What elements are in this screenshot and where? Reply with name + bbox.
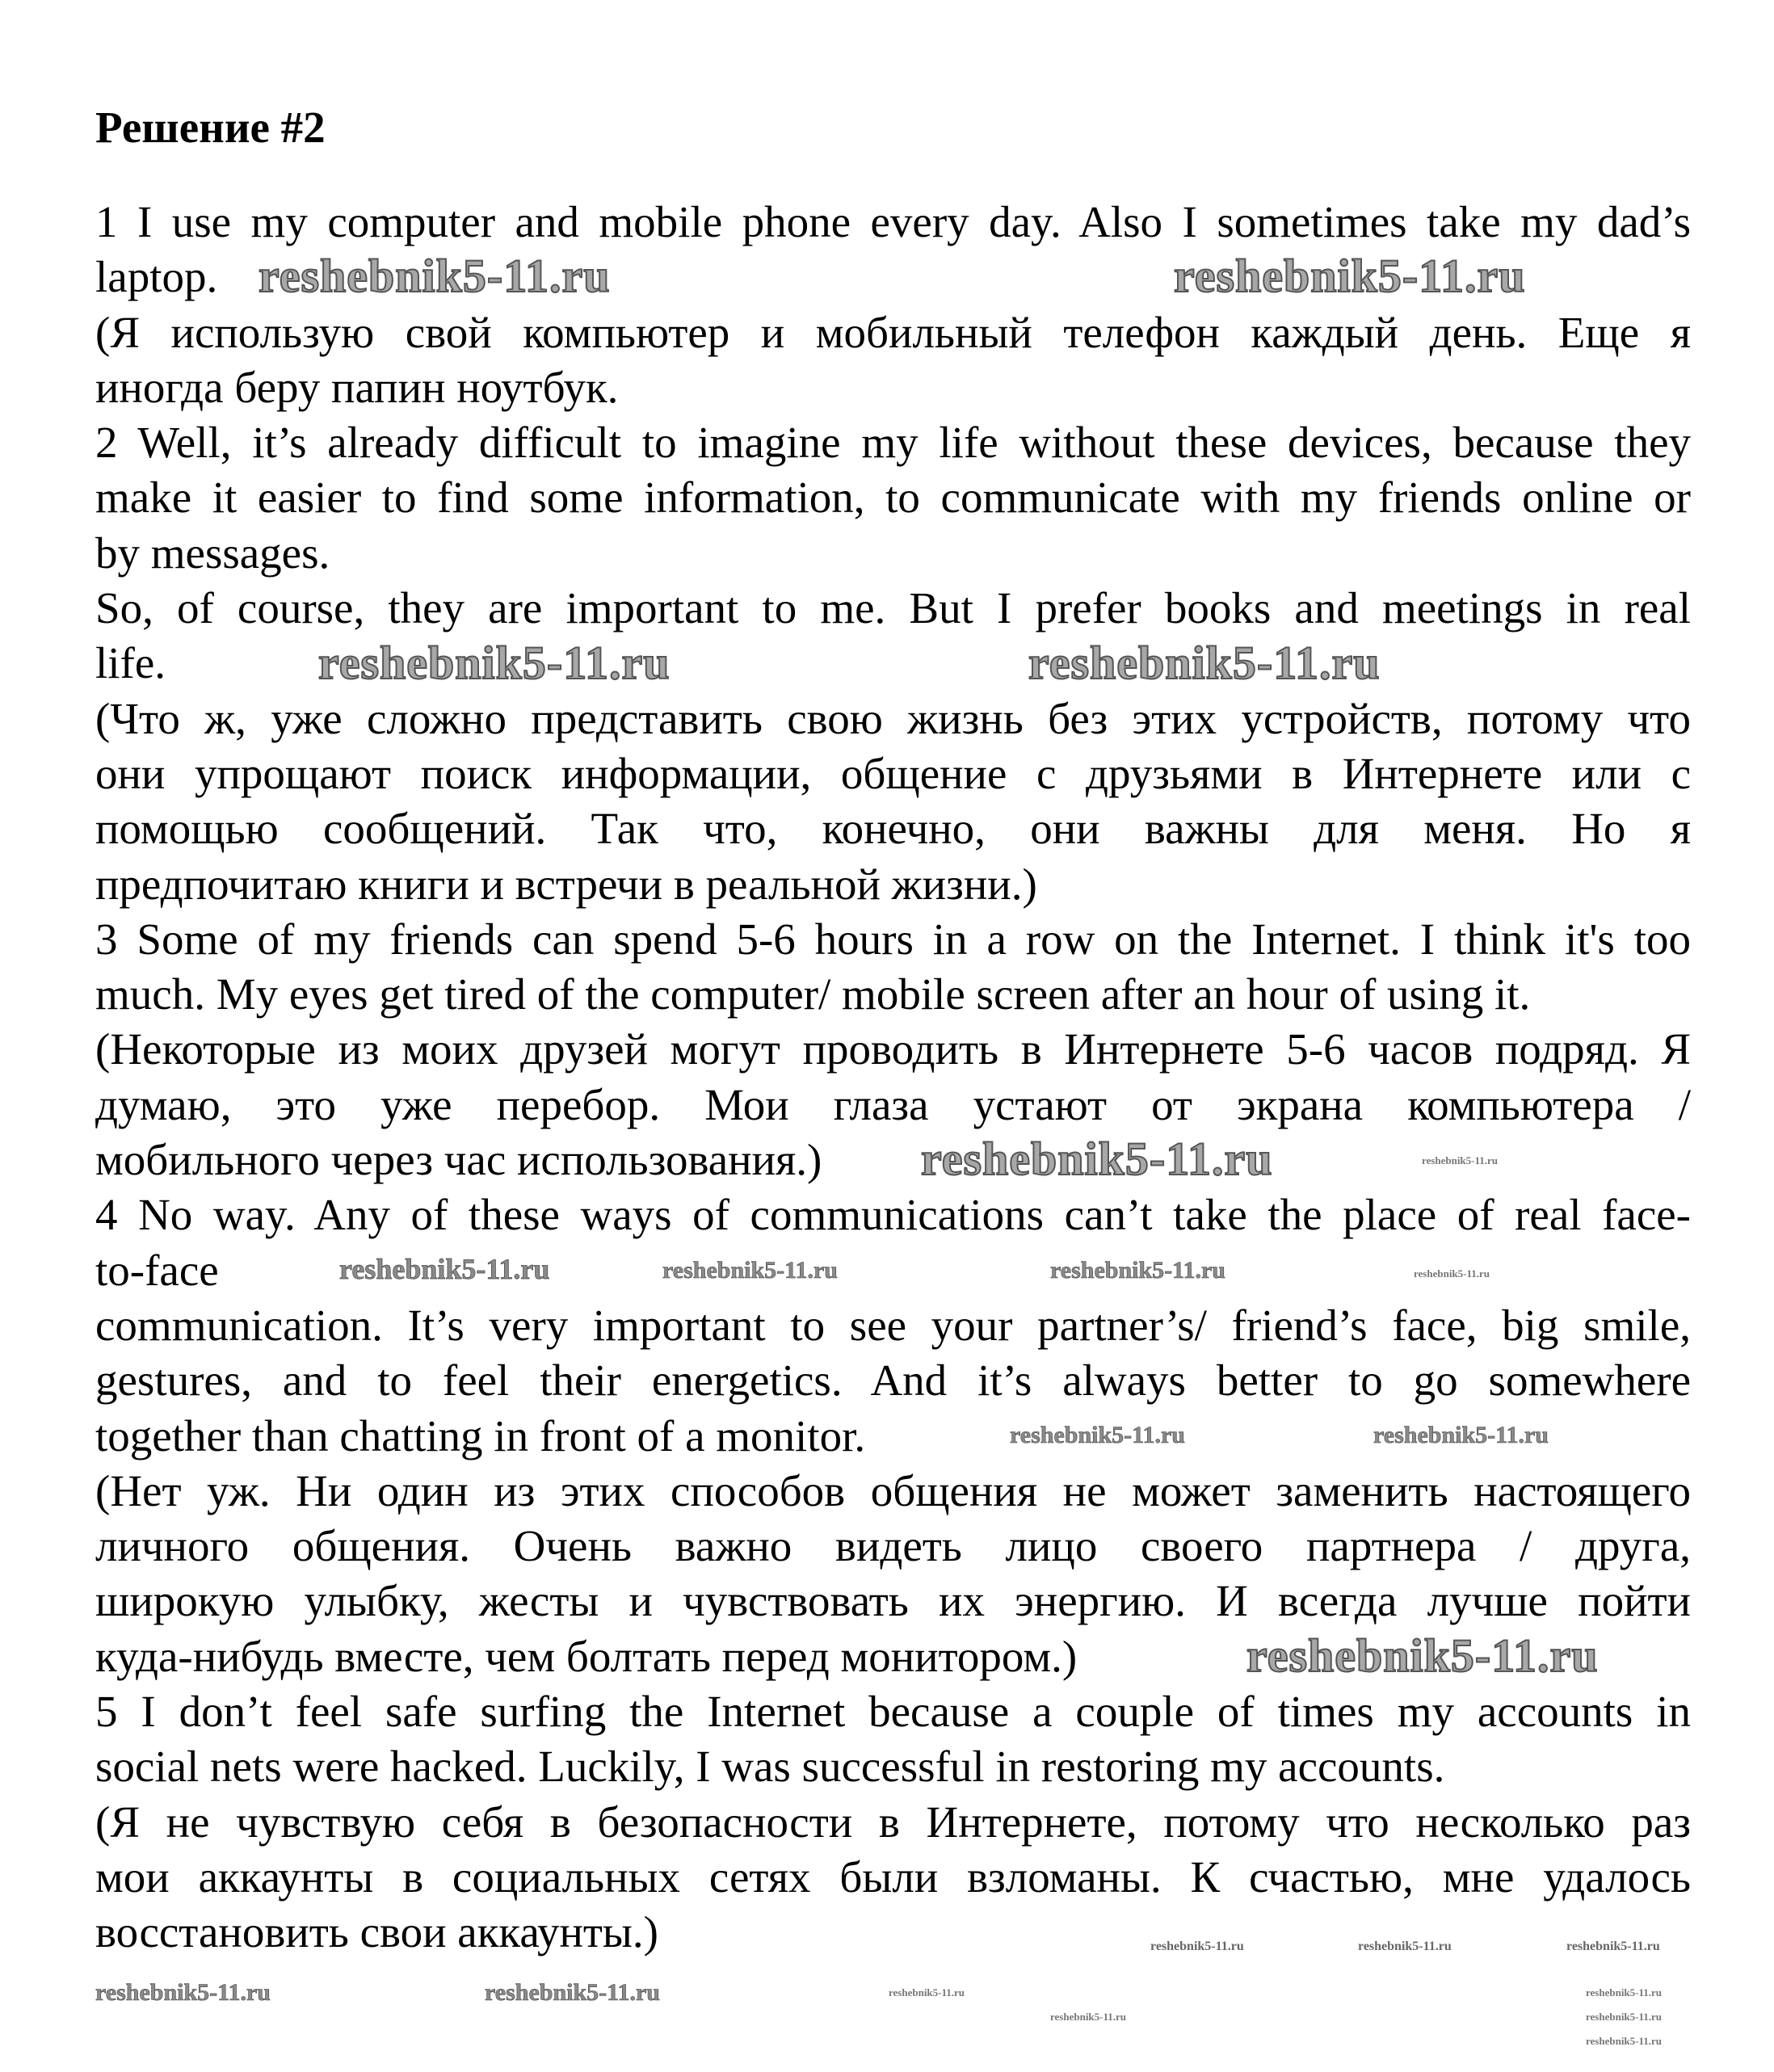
paragraph bbox=[95, 305, 1691, 416]
text-line: 3 Some of my friends can spend 5-6 hours in a row on the Internet. I think it's too bbox=[95, 914, 1691, 964]
watermark: reshebnik5-11.ru bbox=[1358, 1940, 1452, 1953]
watermark: reshebnik5-11.ru bbox=[1028, 637, 1381, 689]
watermark: reshebnik5-11.ru bbox=[1414, 1267, 1490, 1280]
watermark: reshebnik5-11.ru bbox=[95, 1979, 271, 2006]
text-line: laptop. bbox=[95, 252, 218, 302]
watermark: reshebnik5-11.ru bbox=[1422, 1154, 1499, 1166]
text-line: думаю, это уже перебор. Мои глаза устают от экрана компьютера / bbox=[95, 1079, 1691, 1129]
text-line: (Некоторые из моих друзей могут проводить в Интернете 5-6 часов подряд. Я bbox=[95, 1024, 1691, 1074]
watermark: reshebnik5-11.ru bbox=[1150, 1940, 1244, 1953]
text-line: иногда беру папин ноутбук. bbox=[95, 362, 619, 412]
text-line: (Я не чувствую себя в безопасности в Интернете, потому что несколько раз bbox=[95, 1797, 1691, 1847]
text-line: они упрощают поиск информации, общение с друзьями в Интернете или с bbox=[95, 748, 1691, 798]
text-line: предпочитаю книги и встречи в реальной жизни.) bbox=[95, 859, 1037, 909]
watermark: reshebnik5-11.ru bbox=[339, 1253, 550, 1285]
text-line: to-face bbox=[95, 1245, 219, 1295]
watermark: reshebnik5-11.ru bbox=[1050, 1257, 1225, 1284]
text-line: So, of course, they are important to me. But I prefer books and meetings in real bbox=[95, 583, 1691, 633]
watermark: reshebnik5-11.ru bbox=[1586, 1986, 1663, 1998]
watermark: reshebnik5-11.ru bbox=[662, 1257, 838, 1284]
watermark: reshebnik5-11.ru bbox=[1586, 2035, 1663, 2047]
text-line: (Я использую свой компьютер и мобильный телефон каждый день. Еще я bbox=[95, 307, 1691, 357]
text-line: 2 Well, it’s already difficult to imagine my life without these devices, because they bbox=[95, 418, 1691, 468]
paragraph bbox=[95, 1187, 1691, 1298]
text-line: восстановить свои аккаунты.) bbox=[95, 1907, 658, 1957]
text-line: much. My eyes get tired of the computer/ mobile screen after an hour of using it. bbox=[95, 969, 1531, 1019]
text-line: communication. It’s very important to see your partner’s/ friend’s face, big smile, bbox=[95, 1300, 1691, 1350]
watermark: reshebnik5-11.ru bbox=[318, 637, 671, 689]
text-line: (Нет уж. Ни один из этих способов общения не может заменить настоящего bbox=[95, 1465, 1691, 1515]
text-line: together than chatting in front of a monitor. bbox=[95, 1410, 866, 1460]
paragraph bbox=[95, 691, 1691, 912]
text-line: gestures, and to feel their energetics. And it’s always better to go somewhere bbox=[95, 1355, 1691, 1406]
paragraph bbox=[95, 1795, 1691, 1961]
watermark: reshebnik5-11.ru bbox=[1050, 2011, 1127, 2023]
watermark: reshebnik5-11.ru bbox=[889, 1986, 965, 1998]
watermark: reshebnik5-11.ru bbox=[1586, 2011, 1663, 2023]
text-line: 4 No way. Any of these ways of communications can’t take the place of real face- bbox=[95, 1190, 1691, 1240]
paragraph bbox=[95, 415, 1691, 581]
text-line: life. bbox=[95, 638, 166, 688]
text-line: личного общения. Очень важно видеть лицо своего партнера / друга, bbox=[95, 1521, 1691, 1571]
paragraph bbox=[95, 1684, 1691, 1795]
watermark: reshebnik5-11.ru bbox=[1010, 1422, 1185, 1448]
watermark: reshebnik5-11.ru bbox=[1174, 250, 1526, 302]
text-line: куда-нибудь вместе, чем болтать перед монитором.) bbox=[95, 1631, 1078, 1681]
text-line: мои аккаунты в социальных сетях были взломаны. К счастью, мне удалось bbox=[95, 1851, 1691, 1902]
text-line: 5 I don’t feel safe surfing the Internet because a couple of times my accounts in bbox=[95, 1687, 1691, 1737]
text-line: by messages. bbox=[95, 527, 330, 578]
watermark: reshebnik5-11.ru bbox=[1373, 1422, 1549, 1448]
watermark: reshebnik5-11.ru bbox=[1566, 1940, 1660, 1953]
text-line: мобильного через час использования.) bbox=[95, 1135, 822, 1185]
text-line: помощью сообщений. Так что, конечно, они важны для меня. Но я bbox=[95, 804, 1691, 854]
paragraph bbox=[95, 912, 1691, 1023]
text-line: make it easier to find some information, to communicate with my friends online or bbox=[95, 473, 1691, 523]
watermark: reshebnik5-11.ru bbox=[1246, 1629, 1599, 1682]
watermark: reshebnik5-11.ru bbox=[485, 1979, 660, 2006]
watermark: reshebnik5-11.ru bbox=[921, 1133, 1273, 1185]
watermark: reshebnik5-11.ru bbox=[259, 250, 611, 302]
text-line: (Что ж, уже сложно представить свою жизнь без этих устройств, потому что bbox=[95, 693, 1691, 743]
text-line: 1 I use my computer and mobile phone every day. Also I sometimes take my dad’s bbox=[95, 197, 1691, 246]
text-line: social nets were hacked. Luckily, I was successful in restoring my accounts. bbox=[95, 1742, 1445, 1792]
text-line: широкую улыбку, жесты и чувствовать их энергию. И всегда лучше пойти bbox=[95, 1576, 1691, 1626]
solution-text bbox=[95, 195, 1691, 1961]
page-title: Решение #2 bbox=[95, 103, 326, 152]
